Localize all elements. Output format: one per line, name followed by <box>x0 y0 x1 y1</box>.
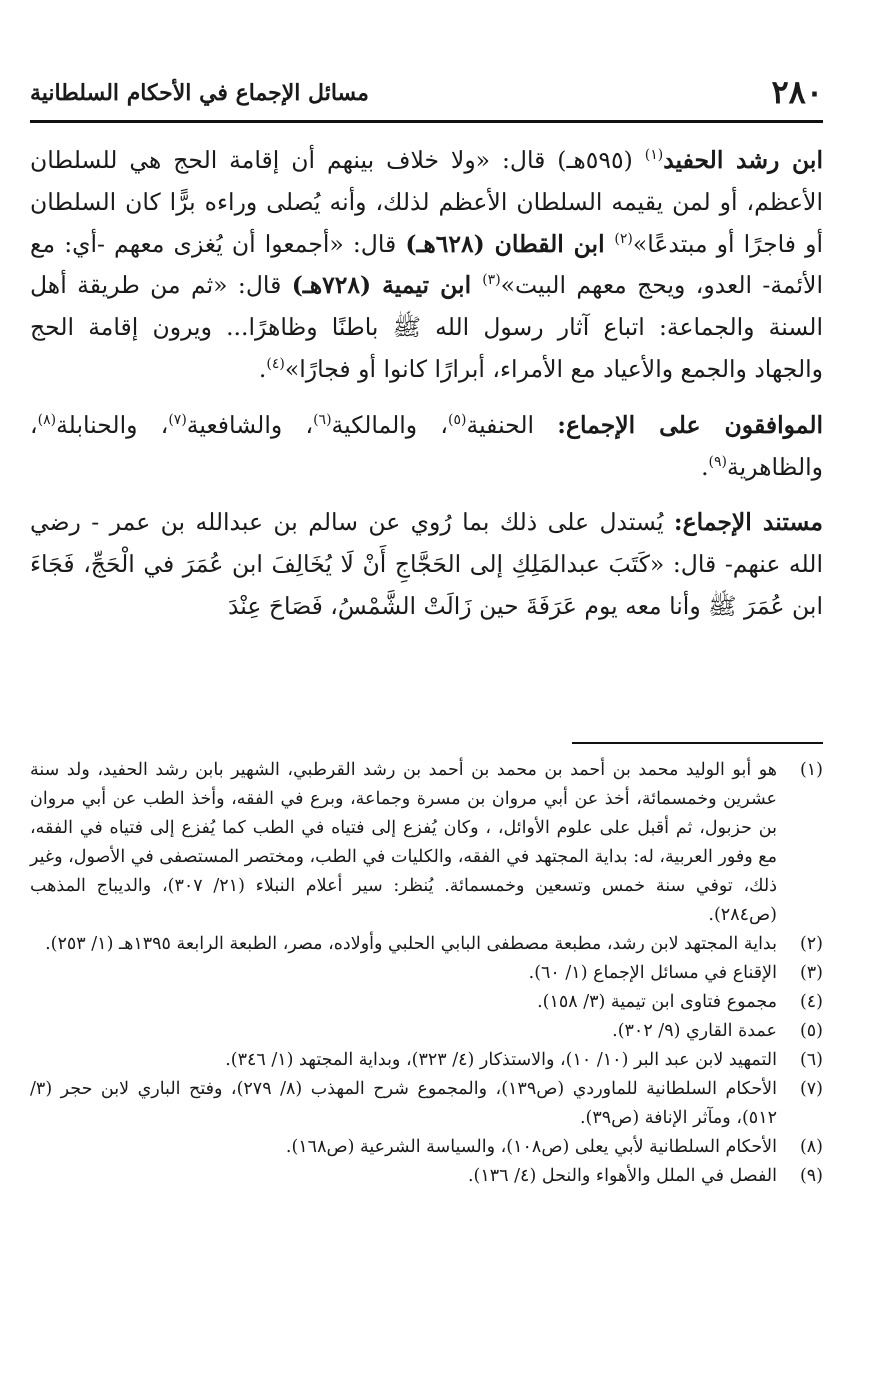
footnote-item <box>30 756 823 930</box>
footnote-ref: (٨) <box>37 411 57 428</box>
footnote-item <box>30 1017 823 1046</box>
footnote-number: (٩) <box>799 1166 823 1186</box>
header-rule <box>30 120 823 123</box>
footnote-item <box>30 1162 823 1191</box>
footnote-text: التمهيد لابن عبد البر (١٠/ ١٠)، والاستذكار (٤/ ٣٢٣)، وبداية المجتهد (١/ ٣٤٦). <box>225 1050 777 1070</box>
footnote-item <box>30 1075 823 1133</box>
footnote-number: (٢) <box>799 934 823 954</box>
footnote-ref: (٧) <box>168 411 187 428</box>
main-text <box>30 140 823 628</box>
footnote-text: هو أبو الوليد محمد بن أحمد بن محمد بن أحمد بن رشد القرطبي، الشهير بابن رشد الحفيد، ولد سنة عشرين وخمسمائة، أخذ عن أبي مروان بن مسرة وجماعة، وبرع في الفقه، وأخذ الطب عن أبي مروان بن حزبول، ثم أقبل على علوم الأوائل، ، وكان يُفزع إلى فتياه في الطب كما يُفزع إلى فتياه في الفقه، مع وفور العربية، له: بداية المجتهد في الفقه، والكليات في الطب، ومختصر المستصفى في الأصول، وغير ذلك، توفي سنة خمس وتسعين وخمسمائة. يُنظر: سير أعلام النبلاء (٢١/ ٣٠٧)، والديباج المذهب (ص٢٨٤). <box>30 760 777 925</box>
footnote-ref: (٢) <box>614 230 633 247</box>
page-number: ٢٨٠ <box>771 73 823 111</box>
footnote-number: (٤) <box>799 992 823 1012</box>
sentence-end: . <box>701 452 709 481</box>
footnote-item <box>30 930 823 959</box>
footnote-ref: (٩) <box>708 453 728 470</box>
paragraph-consensus-quotes <box>30 140 823 391</box>
footnote-item <box>30 1133 823 1162</box>
footnote-text: الأحكام السلطانية لأبي يعلى (ص١٠٨)، والسياسة الشرعية (ص١٦٨). <box>285 1137 777 1157</box>
footnote-text: بداية المجتهد لابن رشد، مطبعة مصطفى البابي الحلبي وأولاده، مصر، الطبعة الرابعة ١٣٩٥هـ (١/ ٢٥٣). <box>45 934 777 954</box>
quote-text: (٥٩٥هـ) قال: «ولا خلاف بينهم أن إقامة الحج هي للسلطان الأعظم، أو لمن يقيمه السلطان الأعظم لذلك، وأنه يُصلى وراءه برًّا كان السلطان أو فاجرًا أو مبتدعًا» <box>30 146 823 258</box>
hadith-text: يُستدل على ذلك بما رُوي عن سالم بن عبدالله بن عمر - رضي الله عنهم- قال: «كَتَبَ عبدالمَلِكِ إلى الحَجَّاجِ أَنْ لَا يُخَالِفَ ابن عُمَرَ في الْحَجِّ، فَجَاءَ ابن عُمَرَ ﷺ وأنا معه يوم عَرَفَةَ حين زَالَتْ الشَّمْسُ، فَصَاحَ عِنْدَ <box>30 508 823 620</box>
footnote-text: الفصل في الملل والأهواء والنحل (٤/ ١٣٦). <box>467 1166 777 1186</box>
footnote-item <box>30 1046 823 1075</box>
footnote-text: الإقناع في مسائل الإجماع (١/ ٦٠). <box>528 963 777 983</box>
scholar-name: ابن القطان (٦٢٨هـ) <box>405 229 615 258</box>
section-label: مستند الإجماع: <box>673 508 824 537</box>
sentence-end: . <box>258 354 267 383</box>
footnote-text: الأحكام السلطانية للماوردي (ص١٣٩)، والمجموع شرح المهذب (٨/ ٢٧٩)، وفتح الباري لابن حجر (٣/ ٥١٢)، ومآثر الإنافة (ص٣٩). <box>30 1079 777 1128</box>
section-label: الموافقون على الإجماع: <box>557 410 824 439</box>
paragraph-consensus-basis <box>30 502 823 627</box>
school-name: الحنفية <box>466 410 558 439</box>
school-name: ، والحنابلة <box>56 410 169 439</box>
footnote-ref: (١) <box>644 147 664 164</box>
footnote-number: (٥) <box>799 1021 823 1041</box>
school-name: ، والشافعية <box>186 410 314 439</box>
footnote-ref: (٣) <box>482 272 501 289</box>
scholar-name: ابن تيمية (٧٢٨هـ) <box>291 271 483 300</box>
school-name: ، والظاهرية <box>30 410 823 481</box>
footnote-ref: (٤) <box>266 356 285 373</box>
scholar-name: ابن رشد الحفيد <box>663 146 823 174</box>
footnote-text: عمدة القاري (٩/ ٣٠٢). <box>612 1021 777 1041</box>
footnote-number: (١) <box>799 760 823 780</box>
footnote-number: (٨) <box>799 1137 823 1157</box>
footnote-text: مجموع فتاوى ابن تيمية (٣/ ١٥٨). <box>537 992 777 1012</box>
school-name: ، والمالكية <box>331 410 449 439</box>
footnotes <box>30 756 823 1191</box>
quote-text: قال: «أجمعوا أن يُغزى معهم -أي: مع الأئمة- العدو، ويحج معهم البيت» <box>30 229 823 300</box>
footnote-number: (٦) <box>799 1050 823 1070</box>
footnote-separator <box>572 742 823 744</box>
footnote-item <box>30 959 823 988</box>
footnote-ref: (٥) <box>448 411 467 428</box>
paragraph-agreeing-schools <box>30 405 823 489</box>
footnote-number: (٣) <box>799 963 823 983</box>
footnote-item <box>30 988 823 1017</box>
quote-text: قال: «ثم من طريقة أهل السنة والجماعة: اتباع آثار رسول الله ﷺ باطنًا وظاهرًا... ويرون إقامة الحج والجهاد والجمع والأعياد مع الأمراء، أبرارًا كانوا أو فجارًا» <box>30 271 823 383</box>
footnote-ref: (٦) <box>313 411 332 428</box>
footnote-number: (٧) <box>799 1079 823 1099</box>
running-title: مسائل الإجماع في الأحكام السلطانية <box>30 80 369 106</box>
page-header <box>30 62 823 120</box>
